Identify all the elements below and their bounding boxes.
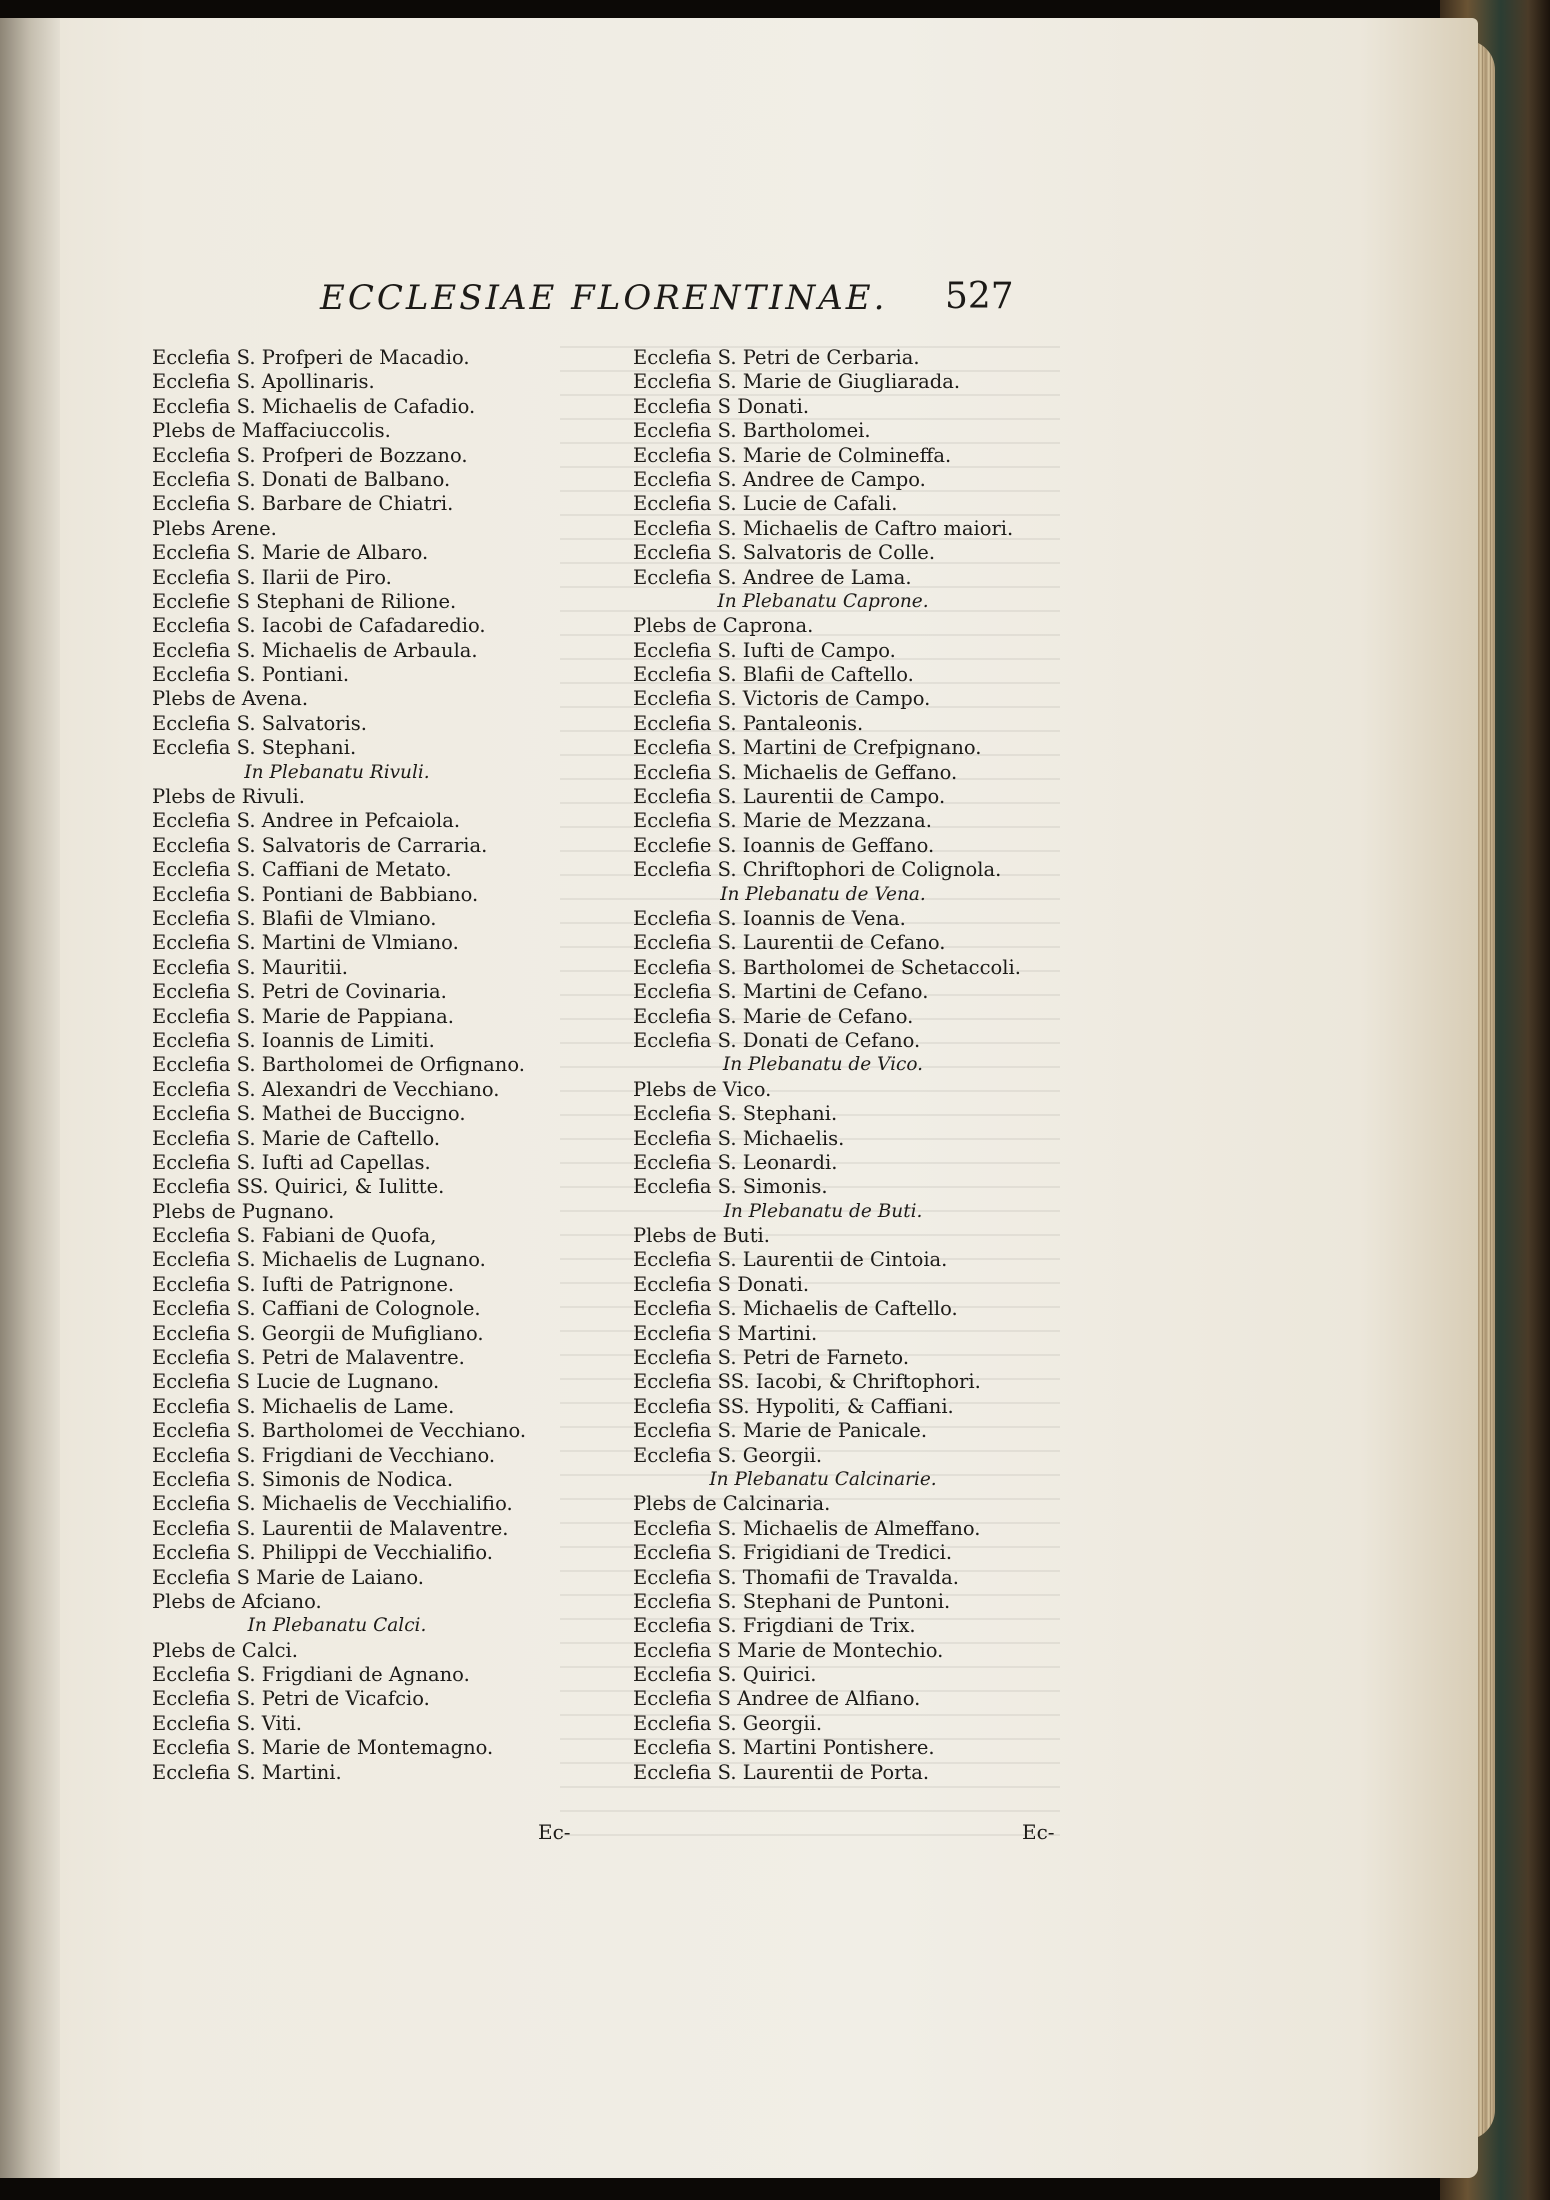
list-entry: Plebs de Afciano. — [152, 1589, 322, 1613]
list-entry: Ecclefia S. Frigdiani de Vecchiano. — [152, 1443, 496, 1467]
list-entry: Ecclefia S. Blafii de Vlmiano. — [152, 906, 437, 930]
list-entry: Ecclefia S. Andree in Pefcaiola. — [152, 809, 461, 833]
list-entry: Ecclefia SS. Hypoliti, & Caffiani. — [633, 1394, 954, 1418]
list-entry: Ecclefia S. Donati de Balbano. — [152, 467, 451, 491]
list-entry: Plebs de Vico. — [633, 1077, 772, 1101]
list-entry: Ecclefia S. Donati de Cefano. — [633, 1028, 921, 1052]
list-entry: Ecclefia S. Martini Pontishere. — [633, 1736, 935, 1760]
list-entry: Ecclefia S. Fabiani de Quofa, — [152, 1224, 437, 1248]
list-entry: Ecclefia S. Frigdiani de Agnano. — [152, 1663, 470, 1687]
list-entry: Ecclefia S. Michaelis de Lame. — [152, 1394, 455, 1418]
list-entry: Ecclefia S. Michaelis de Caftello. — [633, 1297, 958, 1321]
list-entry: Ecclefia S. Profperi de Bozzano. — [152, 443, 468, 467]
list-entry: Ecclefia S. Petri de Covinaria. — [152, 980, 447, 1004]
list-entry: Ecclefia S. Victoris de Campo. — [633, 687, 931, 711]
list-entry: Ecclefia S. Iufti ad Capellas. — [152, 1150, 431, 1174]
list-entry: Ecclefia S. Martini de Vlmiano. — [152, 931, 459, 955]
list-entry: Ecclefia S Marie de Laiano. — [152, 1565, 424, 1589]
list-entry: Ecclefia S. Ioannis de Vena. — [633, 906, 906, 930]
list-entry: Ecclefia S. Martini. — [152, 1760, 342, 1784]
list-entry: Ecclefia S. Pontiani. — [152, 663, 350, 687]
running-title: ECCLESIAE FLORENTINAE. — [320, 278, 888, 318]
list-entry: Ecclefia S. Bartholomei. — [633, 419, 871, 443]
list-entry: Ecclefia S. Simonis. — [633, 1175, 828, 1199]
list-entry: Ecclefia S. Michaelis de Geffano. — [633, 760, 958, 784]
list-entry: Ecclefia S. Thomafii de Travalda. — [633, 1565, 959, 1589]
list-entry: Ecclefia S. Iufti de Campo. — [633, 638, 896, 662]
list-entry: Ecclefia S. Quirici. — [633, 1663, 817, 1687]
list-entry: Ecclefia S. Georgii. — [633, 1443, 823, 1467]
list-entry: Ecclefia S. Marie de Cefano. — [633, 1004, 914, 1028]
list-entry: Ecclefia S. Profperi de Macadio. — [152, 346, 470, 369]
list-entry: Ecclefia S. Apollinaris. — [152, 370, 375, 394]
list-entry: Ecclefia S. Bartholomei de Vecchiano. — [152, 1419, 527, 1443]
list-entry: Ecclefia S. Laurentii de Malaventre. — [152, 1516, 509, 1540]
list-entry: Ecclefia S. Chriftophori de Colignola. — [633, 858, 1002, 882]
list-entry: Ecclefia S. Laurentii de Campo. — [633, 785, 946, 809]
list-entry: Plebs de Pugnano. — [152, 1199, 335, 1223]
list-entry: Ecclefia S. Martini de Cefano. — [633, 980, 929, 1004]
list-entry: Ecclefia SS. Iacobi, & Chriftophori. — [633, 1370, 981, 1394]
list-entry: Ecclefia S. Mauritii. — [152, 955, 348, 979]
list-entry: Ecclefia S. Marie de Panicale. — [633, 1419, 928, 1443]
list-entry: Ecclefia S. Petri de Vicafcio. — [152, 1687, 430, 1711]
list-entry: Plebs de Caprona. — [633, 614, 814, 638]
list-entry: Ecclefia S. Lucie de Cafali. — [633, 492, 898, 516]
list-entry: Ecclefia S. Georgii. — [633, 1711, 823, 1735]
list-entry: Ecclefia S. Marie de Mezzana. — [633, 809, 932, 833]
list-entry: Ecclefia S. Michaelis de Caftro maiori. — [633, 516, 1014, 540]
list-entry: Ecclefia S. Laurentii de Cefano. — [633, 931, 946, 955]
list-entry: Ecclefia S. Marie de Giugliarada. — [633, 370, 961, 394]
list-entry: Ecclefia S. Michaelis. — [633, 1126, 845, 1150]
list-entry: Ecclefia S. Bartholomei de Schetaccoli. — [633, 955, 1021, 979]
list-entry: Ecclefia S. Barbare de Chiatri. — [152, 492, 454, 516]
list-entry: Ecclefia S. Ioannis de Limiti. — [152, 1028, 435, 1052]
list-entry: Ecclefia S. Marie de Pappiana. — [152, 1004, 454, 1028]
list-entry: Ecclefia S. Marie de Caftello. — [152, 1126, 441, 1150]
list-entry: Ecclefia S. Iacobi de Cafadaredio. — [152, 614, 486, 638]
list-entry: Ecclefia S. Frigdiani de Trix. — [633, 1614, 916, 1638]
list-entry: Ecclefia S. Mathei de Buccigno. — [152, 1102, 466, 1126]
list-entry: Ecclefia S. Alexandri de Vecchiano. — [152, 1077, 500, 1101]
list-entry: Ecclefia S. Michaelis de Almeffano. — [633, 1516, 981, 1540]
section-heading: In Plebanatu de Vico. — [722, 1054, 924, 1076]
list-entry: Ecclefia S. Laurentii de Porta. — [633, 1760, 930, 1784]
list-entry: Ecclefia S. Marie de Montemagno. — [152, 1736, 494, 1760]
list-entry: Ecclefia S. Andree de Lama. — [633, 565, 912, 589]
list-entry: Ecclefie S. Ioannis de Geffano. — [633, 833, 935, 857]
list-entry: Ecclefia S. Salvatoris de Colle. — [633, 541, 936, 565]
list-entry: Ecclefia S. Michaelis de Vecchialifio. — [152, 1492, 513, 1516]
section-heading: In Plebanatu Calcinarie. — [709, 1468, 937, 1490]
list-entry: Ecclefie S Stephani de Rilione. — [152, 589, 457, 613]
list-entry: Ecclefia S. Michaelis de Arbaula. — [152, 638, 478, 662]
list-entry: Ecclefia S. Viti. — [152, 1711, 302, 1735]
list-entry: Ecclefia S. Michaelis de Cafadio. — [152, 394, 476, 418]
list-entry: Ecclefia S. Stephani de Puntoni. — [633, 1589, 951, 1613]
list-entry: Plebs de Maffaciuccolis. — [152, 419, 391, 443]
section-heading: In Plebanatu Calci. — [247, 1615, 427, 1637]
list-entry: Ecclefia S. Salvatoris de Carraria. — [152, 833, 488, 857]
list-entry: Ecclefia S. Leonardi. — [633, 1150, 838, 1174]
list-entry: Ecclefia S Lucie de Lugnano. — [152, 1370, 440, 1394]
list-entry: Ecclefia S. Caffiani de Colognole. — [152, 1297, 481, 1321]
list-entry: Ecclefia S. Pontiani de Babbiano. — [152, 882, 479, 906]
list-entry: Ecclefia S. Blafii de Caftello. — [633, 663, 914, 687]
list-entry: Ecclefia S. Martini de Crefpignano. — [633, 736, 982, 760]
list-entry: Ecclefia S. Marie de Albaro. — [152, 541, 429, 565]
list-entry: Ecclefia S. Laurentii de Cintoia. — [633, 1248, 948, 1272]
list-entry: Ecclefia S. Petri de Farneto. — [633, 1346, 910, 1370]
section-heading: In Plebanatu Rivuli. — [244, 761, 430, 783]
list-entry: Plebs de Calci. — [152, 1638, 298, 1662]
list-entry: Ecclefia S. Georgii de Mufigliano. — [152, 1321, 484, 1345]
list-entry: Ecclefia S. Stephani. — [152, 736, 357, 760]
list-entry: Ecclefia S Andree de Alfiano. — [633, 1687, 921, 1711]
list-entry: Plebs Arene. — [152, 516, 277, 540]
list-entry: Ecclefia S. Frigidiani de Tredici. — [633, 1541, 953, 1565]
section-heading: In Plebanatu Caprone. — [717, 590, 929, 612]
list-entry: Plebs de Buti. — [633, 1224, 770, 1248]
list-entry: Ecclefia S. Iufti de Patrignone. — [152, 1272, 455, 1296]
list-entry: Ecclefia S. Bartholomei de Orfignano. — [152, 1053, 525, 1077]
list-entry: Ecclefia S. Petri de Malaventre. — [152, 1346, 465, 1370]
list-entry: Ecclefia S. Caffiani de Metato. — [152, 858, 452, 882]
list-entry: Ecclefia S. Pantaleonis. — [633, 711, 864, 735]
catchword-right: Ec- — [1022, 1820, 1055, 1844]
list-entry: Ecclefia S. Andree de Campo. — [633, 467, 926, 491]
list-entry: Plebs de Avena. — [152, 687, 309, 711]
list-entry: Ecclefia S Marie de Montechio. — [633, 1638, 944, 1662]
section-heading: In Plebanatu de Vena. — [720, 883, 926, 905]
right-column — [633, 346, 1073, 1785]
list-entry: Ecclefia S Donati. — [633, 1272, 810, 1296]
catchword-left: Ec- — [538, 1820, 571, 1844]
list-entry: Ecclefia S. Ilarii de Piro. — [152, 565, 392, 589]
list-entry: Ecclefia S. Philippi de Vecchialifio. — [152, 1541, 493, 1565]
list-entry: Plebs de Rivuli. — [152, 785, 305, 809]
list-entry: Ecclefia S. Stephani. — [633, 1102, 838, 1126]
left-column — [152, 346, 612, 1785]
list-entry: Ecclefia S. Michaelis de Lugnano. — [152, 1248, 486, 1272]
list-entry: Ecclefia S Martini. — [633, 1321, 818, 1345]
list-entry: Ecclefia S Donati. — [633, 394, 810, 418]
list-entry: Ecclefia SS. Quirici, & Iulitte. — [152, 1175, 445, 1199]
list-entry: Ecclefia S. Salvatoris. — [152, 711, 367, 735]
list-entry: Ecclefia S. Petri de Cerbaria. — [633, 346, 920, 369]
list-entry: Ecclefia S. Marie de Colmineffa. — [633, 443, 952, 467]
section-heading: In Plebanatu de Buti. — [723, 1200, 923, 1222]
page-gutter — [0, 18, 60, 2178]
list-entry: Ecclefia S. Simonis de Nodica. — [152, 1467, 454, 1491]
page-header — [320, 278, 1040, 328]
page-number: 527 — [945, 276, 1014, 317]
list-entry: Plebs de Calcinaria. — [633, 1492, 831, 1516]
